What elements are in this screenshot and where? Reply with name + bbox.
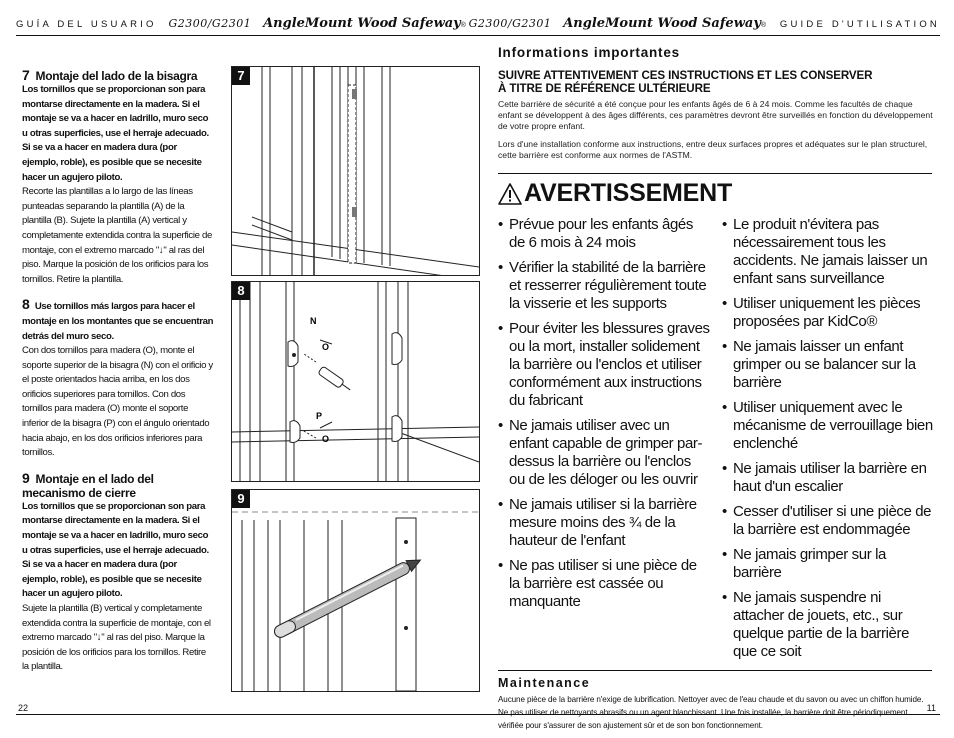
step-8-bold-body: Use tornillos más largos para hacer el montaje en los montantes que se encuentran detrás del muro seco. [22, 301, 214, 342]
warning-heading [498, 179, 934, 208]
label-p: P [316, 411, 323, 421]
bullet-icon: • [498, 216, 503, 234]
figure-8-drawing [232, 282, 479, 481]
warning-item: • Utiliser uniquement avec le mécanisme de verrouillage bien enclenché [722, 399, 933, 453]
warning-item: • Ne jamais utiliser la barrière en haut d'un escalier [722, 460, 927, 496]
step-8-bold-text [22, 297, 214, 344]
warning-triangle-icon [498, 183, 522, 205]
figure-9-drawing [232, 490, 479, 691]
label-o-upper: O [322, 342, 330, 352]
right-page-content [498, 42, 934, 732]
header-left-label: GUÍA DEL USUARIO [16, 19, 157, 30]
bullet-icon: • [722, 338, 727, 356]
warning-item: • Prévue pour les enfants âgés de 6 mois à 24 mois [498, 216, 693, 252]
warning-item: • Cesser d'utiliser si une pièce de la barrière est endommagée [722, 503, 932, 539]
step-7-heading [22, 68, 214, 83]
step-7-text: Recorte las plantillas a lo largo de las líneas punteadas separando la plantilla (A) de la plantilla (B). Sujete la plantilla (A) vertical y completamente extendida contra la superficie de montaje, con el extremo marcado "↓" al ras del piso. Marque la posición de los orificios para los tornillos. Retire la plantilla. [22, 186, 212, 285]
step-9-heading [22, 471, 214, 500]
step-8-number: 8 [22, 296, 30, 313]
warning-bullets-left [498, 216, 710, 668]
header-right-brand: AngleMount Wood Safeway [563, 16, 761, 31]
bullet-icon: • [722, 503, 727, 521]
step-9-number: 9 [22, 469, 30, 486]
maintenance-text: Aucune pièce de la barrière n'exige de lubrification. Nettoyer avec de l'eau chaude et du savon ou avec un chiffon humide. Ne pas utiliser de nettoyants abrasifs ou un agent blanchissant. Une fois installée, la barrière doit être périodiquement vérifiée pour s'assurer de son ajustement sûr et de son bon fonctionnement. [498, 695, 924, 731]
figure-7-number: 7 [232, 67, 250, 85]
bullet-icon: • [498, 496, 503, 514]
warning-top-rule [498, 173, 932, 174]
bullet-icon: • [722, 295, 727, 313]
warning-item: • Vérifier la stabilité de la barrière et resserrer régulièrement toute la visserie et les supports [498, 259, 707, 313]
step-9-title: Montaje en el lado del mecanismo de cierre [22, 471, 154, 500]
header-rule [16, 35, 940, 36]
bullet-icon: • [722, 216, 727, 234]
figure-7 [231, 66, 480, 276]
instructions-column [22, 68, 214, 685]
warning-item: • Ne jamais laisser un enfant grimper ou se balancer sur la barrière [722, 338, 916, 392]
header-left [16, 16, 466, 31]
intro-paragraph-2: Lors d'une installation conforme aux instructions, entre deux surfaces propres et adéquates sur le plan structurel, cette barrière est conforme aux normes de l'ASTM. [498, 138, 928, 160]
maintenance-top-rule [498, 670, 932, 671]
bullet-icon: • [722, 399, 727, 417]
footer-rule [16, 714, 940, 715]
bullet-icon: • [722, 589, 727, 607]
bullet-icon: • [498, 320, 503, 338]
step-9 [22, 471, 214, 675]
figure-8-number: 8 [232, 282, 250, 300]
warning-item: • Ne jamais utiliser si la barrière mesure moins des ¾ de la hauteur de l'enfant [498, 496, 697, 550]
figure-9-number: 9 [232, 490, 250, 508]
page-number-left: 22 [18, 703, 29, 713]
header-right-model: G2300/G2301 [468, 17, 552, 30]
step-9-text: Sujete la plantilla (B) vertical y completamente extendida contra la superficie de montaje, con el extremo marcado "↓" al ras del piso. Marque la posición de los orificios para los tornillos. Retire la plantilla. [22, 603, 211, 673]
header-left-registered: ® [460, 22, 466, 29]
label-n: N [310, 316, 317, 326]
step-7-number: 7 [22, 67, 30, 83]
instructions-subheading-line1: SUIVRE ATTENTIVEMENT CES INSTRUCTIONS ET LES CONSERVER [498, 69, 873, 82]
warning-bullets-right [722, 216, 934, 668]
instructions-subheading-line2: À TITRE DE RÉFÉRENCE ULTÉRIEURE [498, 81, 711, 95]
warning-bullets [498, 216, 934, 668]
bullet-icon: • [722, 460, 727, 478]
header-left-model: G2300/G2301 [168, 17, 252, 30]
step-7 [22, 68, 214, 287]
warning-item: • Pour éviter les blessures graves ou la mort, installer solidement la barrière ou l'enclos et utiliser conformément aux instructions du fabricant [498, 320, 710, 410]
bullet-icon: • [722, 546, 727, 564]
step-8 [22, 297, 214, 461]
warning-item: • Ne pas utiliser si une pièce de la barrière est cassée ou manquante [498, 557, 697, 611]
page-number-right: 11 [926, 703, 936, 713]
header-left-brand: AngleMount Wood Safeway [263, 16, 461, 31]
warning-item: • Le produit n'évitera pas nécessairement tous les accidents. Ne jamais laisser un enfant sans surveillance [722, 216, 928, 288]
warning-item: • Ne jamais utiliser avec un enfant capable de grimper par-dessus la barrière ou l'enclos ou de les déloger ou les ouvrir [498, 417, 703, 489]
step-8-text: Con dos tornillos para madera (O), monte el soporte superior de la bisagra (N) con el orificio y el poste orientados hacia arriba, en los dos orificios superiores para tornillos. Con dos tornillos para madera (O) monte el soporte inferior de la bisagra (P) con el ángulo orientado hacia abajo, en los dos orificios inferiores para tornillos. [22, 345, 213, 459]
warning-item: • Ne jamais suspendre ni attacher de jouets, etc., sur quelque partie de la barrière que ce soit [722, 589, 910, 661]
header-right-registered: ® [760, 22, 767, 29]
header-right-label: GUIDE D'UTILISATION [779, 19, 940, 30]
maintenance-heading: Maintenance [498, 676, 591, 691]
intro-paragraph-1: Cette barrière de sécurité a été conçue pour les enfants âgés de 6 à 24 mois. Comme les facultés de chaque enfant se développent à des âges différents, ces paramètres devront être surveillés en fonction du développement de votre propre enfant. [498, 99, 933, 132]
figure-7-drawing [232, 67, 479, 275]
header-right [460, 16, 940, 31]
label-o-lower: O [322, 434, 330, 444]
warning-title: AVERTISSEMENT [524, 179, 733, 208]
instructions-subheading [498, 70, 934, 95]
important-info-heading: Informations importantes [498, 45, 680, 60]
step-7-title: Montaje del lado de la bisagra [35, 69, 198, 83]
bullet-icon: • [498, 417, 503, 435]
figure-8 [231, 281, 480, 482]
bullet-icon: • [498, 259, 503, 277]
bullet-icon: • [498, 557, 503, 575]
warning-item: • Ne jamais grimper sur la barrière [722, 546, 886, 582]
step-9-bold-text: Los tornillos que se proporcionan son para montarse directamente en la madera. Si el montaje se va a hacer en ladrillo, muro seco u otras superficies, use el herraje adecuado. Si se va a hacer en madera dura (por ejemplo, roble), es posible que se necesite hacer un agujero piloto. [22, 500, 209, 600]
step-7-bold-text: Los tornillos que se proporcionan son para montarse directamente en la madera. Si el montaje se va a hacer en ladrillo, muro seco u otras superficies, use el herraje adecuado. Si se va a hacer en madera dura (por ejemplo, roble), es posible que se necesite hacer un agujero piloto. [22, 84, 209, 183]
warning-item: • Utiliser uniquement les pièces proposées par KidCo® [722, 295, 921, 331]
figure-9 [231, 489, 480, 692]
